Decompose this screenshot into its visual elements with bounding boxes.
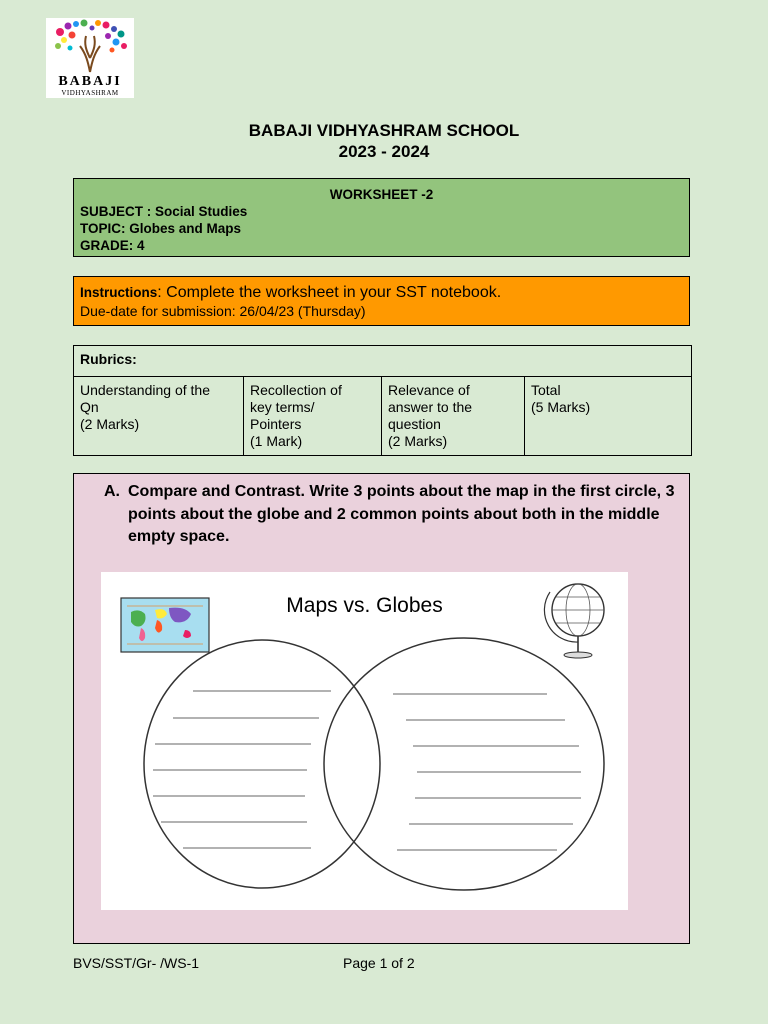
school-header: [0, 120, 768, 162]
logo-subtitle: VIDHYASHRAM: [61, 89, 119, 97]
instructions-text: : Complete the worksheet in your SST notebook.: [157, 284, 502, 301]
question-a: [104, 481, 684, 549]
academic-year: 2023 - 2024: [338, 142, 430, 161]
school-logo: [46, 18, 134, 98]
rubric-text: Pointers: [250, 416, 302, 432]
map-circle: [144, 640, 380, 888]
instructions-label: Instructions: [80, 285, 158, 300]
rubric-text: Qn: [80, 399, 99, 415]
logo-name: BABAJI: [58, 74, 122, 89]
globe-writing-lines: [393, 694, 581, 850]
instructions-box: [73, 276, 690, 326]
document-code: BVS/SST/Gr- /WS-1: [73, 955, 200, 971]
rubric-marks: (2 Marks): [388, 433, 448, 449]
worksheet-grade: GRADE: 4: [80, 238, 145, 253]
rubric-text: Total: [531, 382, 561, 398]
worksheet-info-box: [73, 178, 690, 257]
worksheet-subject: SUBJECT : Social Studies: [80, 204, 248, 219]
map-writing-lines: [153, 691, 331, 848]
question-text: Compare and Contrast. Write 3 points about the map in the first circle, 3 points about the globe and 2 common points about both in the middle empty space.: [128, 483, 675, 545]
rubric-marks: (2 Marks): [80, 416, 140, 432]
rubrics-table: [73, 345, 692, 456]
school-name: BABAJI VIDHYASHRAM SCHOOL: [248, 121, 520, 140]
rubric-cell-understanding: [74, 377, 244, 456]
worksheet-title: WORKSHEET -2: [329, 187, 434, 202]
rubric-text: answer to the: [388, 399, 473, 415]
due-date: Due-date for submission: 26/04/23 (Thursday): [80, 303, 366, 319]
venn-diagram: [101, 572, 628, 910]
rubric-text: Relevance of: [388, 382, 470, 398]
rubrics-title: Rubrics:: [74, 346, 692, 377]
tree-logo-icon: [46, 18, 134, 74]
rubric-cell-recollection: [244, 377, 382, 456]
globe-circle: [324, 638, 604, 890]
rubric-cell-total: [525, 377, 692, 456]
question-box: [73, 473, 690, 944]
rubric-marks: (1 Mark): [250, 433, 303, 449]
rubric-text: Recollection of: [250, 382, 342, 398]
rubric-text: question: [388, 416, 441, 432]
venn-title: Maps vs. Globes: [286, 594, 443, 617]
rubric-text: key terms/: [250, 399, 315, 415]
worksheet-topic: TOPIC: Globes and Maps: [80, 221, 242, 236]
page-number: Page 1 of 2: [343, 955, 415, 971]
rubric-marks: (5 Marks): [531, 399, 591, 415]
rubrics-row: [74, 377, 692, 456]
question-marker: A.: [104, 483, 120, 500]
rubric-cell-relevance: [382, 377, 525, 456]
rubric-text: Understanding of the: [80, 382, 210, 398]
